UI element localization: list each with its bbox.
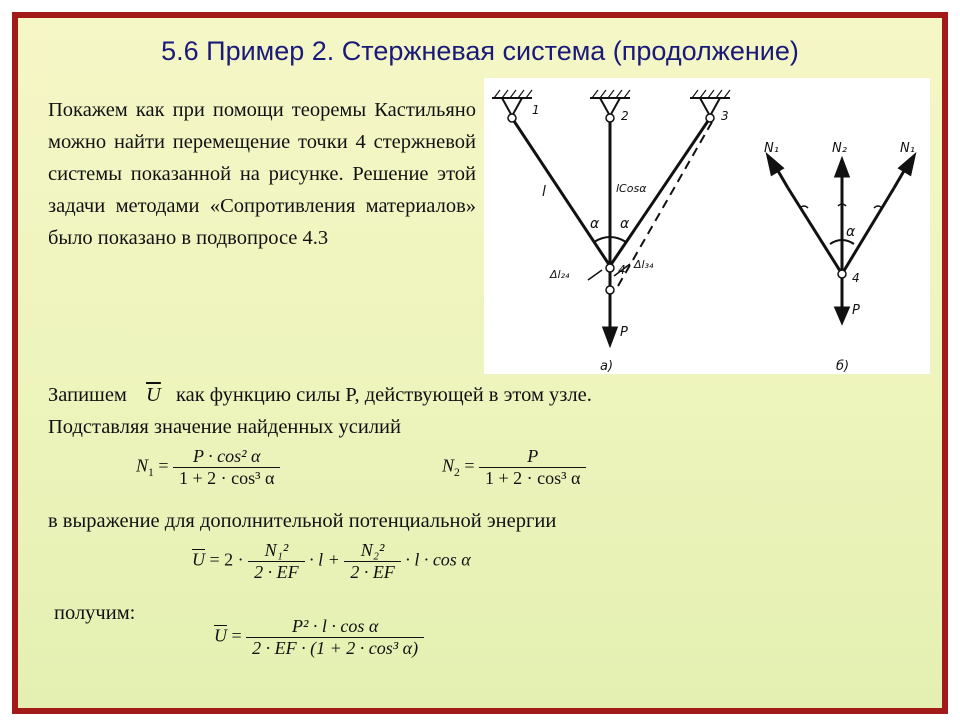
u-energy-formula: $\overline{U} = 2$ · $\frac{\text{N₁²}}{2 \cdot EF}$ · l + $\frac{\text{N₂²}}{2 \cdot EF}$ · l · cos α [192, 540, 471, 582]
load-p-label: P [620, 325, 628, 340]
line-substituting: Подставляя значение найденных усилий [48, 416, 401, 438]
node-1-label: 1 [532, 103, 540, 117]
force-n2-label: N₂ [832, 141, 847, 156]
slide-title: 5.6 Пример 2. Стержневая система (продолжение) [161, 36, 799, 66]
line1-before: Запишем [48, 384, 127, 406]
line-write-u [48, 384, 592, 407]
truss-diagram [484, 78, 930, 374]
alpha-right-label: α [620, 216, 630, 232]
node-2-label: 2 [621, 109, 629, 123]
delta-l34-label: Δl₃₄ [634, 258, 654, 271]
result-formula: $\overline{U}$ = $\frac{\text{P² · l · cos α}}{\text{2 · EF · (1 + 2 · cos³ α)}}$ [214, 616, 424, 659]
node-4-b-label: 4 [852, 271, 860, 285]
delta-l24-label: Δl₂₄ [550, 268, 570, 281]
node-4-label: 4 [618, 263, 626, 277]
alpha-left-label: α [590, 216, 600, 232]
intro-paragraph: Покажем как при помощи теоремы Кастильяно можно найти перемещение точки 4 стержневой системы показанной на рисунке. Решение этой задачи методами «Сопротивления материалов» было показано в подвопросе 4.3 [48, 99, 476, 249]
n1-formula: $N_1$ = $\frac{\text{P · cos² α}}{\text{1 + 2 · cos³ α}}$ [136, 446, 280, 489]
alpha-b-label: α [846, 224, 856, 240]
n2-formula: $N_2$ = $\frac{P}{\text{1 + 2 · cos³ α}}$ [442, 446, 586, 489]
truss-figure [484, 78, 930, 374]
line1-after: как функцию силы P, действующей в этом узле. [175, 384, 592, 406]
line-into-expression: в выражение для дополнительной потенциальной энергии [48, 510, 557, 532]
slide [12, 12, 948, 714]
figure-a-caption: а) [600, 359, 614, 374]
bar-length-cos-label: lCosα [616, 182, 647, 195]
node-3-label: 3 [721, 109, 729, 123]
bar-length-label: l [542, 184, 546, 200]
u-symbol: $\overline{U}$ [146, 384, 161, 406]
force-n1-left-label: N₁ [764, 141, 779, 156]
figure-b-caption: б) [836, 359, 850, 374]
line-we-get: получим: [54, 602, 136, 624]
force-n1-right-label: N₁ [900, 141, 915, 156]
load-p-b-label: P [852, 303, 860, 318]
